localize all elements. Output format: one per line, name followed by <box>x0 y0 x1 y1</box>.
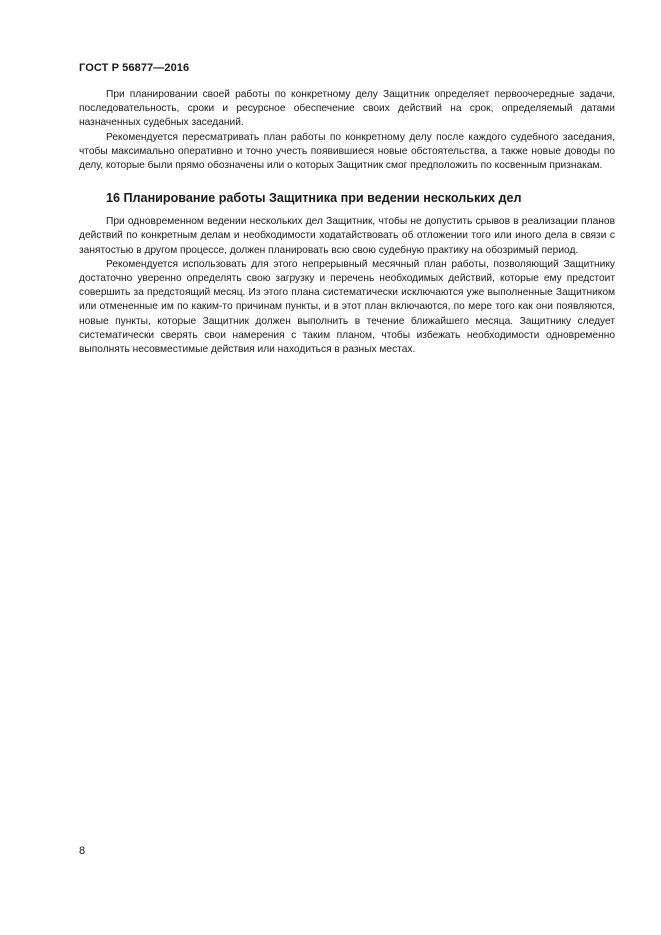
document-header: ГОСТ Р 56877—2016 <box>79 62 190 74</box>
paragraph: Рекомендуется пересматривать план работы по конкретному делу после каждого судебного заседания, чтобы максимально оперативно и точно учесть появившиеся новые обстоятельства, а также новые доводы по делу, которые были прямо обозначены или о которых Защитник смог предположить по косвенным признакам. <box>79 131 615 172</box>
section-heading: 16 Планирование работы Защитника при ведении нескольких дел <box>106 191 522 206</box>
page-number: 8 <box>79 845 86 857</box>
paragraph: При одновременном ведении нескольких дел Защитник, чтобы не допустить срывов в реализации планов действий по конкретным делам и необходимости ходатайствовать об отложении того или иного дела в связи с занятостью в другом процессе, должен планировать всю свою судебную практику на обозримый период. <box>79 216 615 256</box>
page-content <box>79 88 615 357</box>
paragraph: Рекомендуется использовать для этого непрерывный месячный план работы, позволяющий Защитнику достаточно уверенно определять свою загрузку и перечень необходимых действий, которые ему предстоит совершить за предстоящий месяц. Из этого плана систематически исключаются уже выполненные Защитником или отмененные им по каким-то причинам пункты, и в этот план включаются, по мере того как они появляются, новые пункты, которые Защитник должен выполнить в течение ближайшего месяца. Защитнику следует систематически сверять свои намерения с таким планом, чтобы избежать необходимости одновременно выполнять несовместимые действия или находиться в разных местах. <box>79 258 615 356</box>
paragraph: При планировании своей работы по конкретному делу Защитник определяет первоочередные задачи, последовательность, сроки и ресурсное обеспечение своих действий на срок, определяемый датами назначенных судебных заседаний. <box>79 89 615 129</box>
